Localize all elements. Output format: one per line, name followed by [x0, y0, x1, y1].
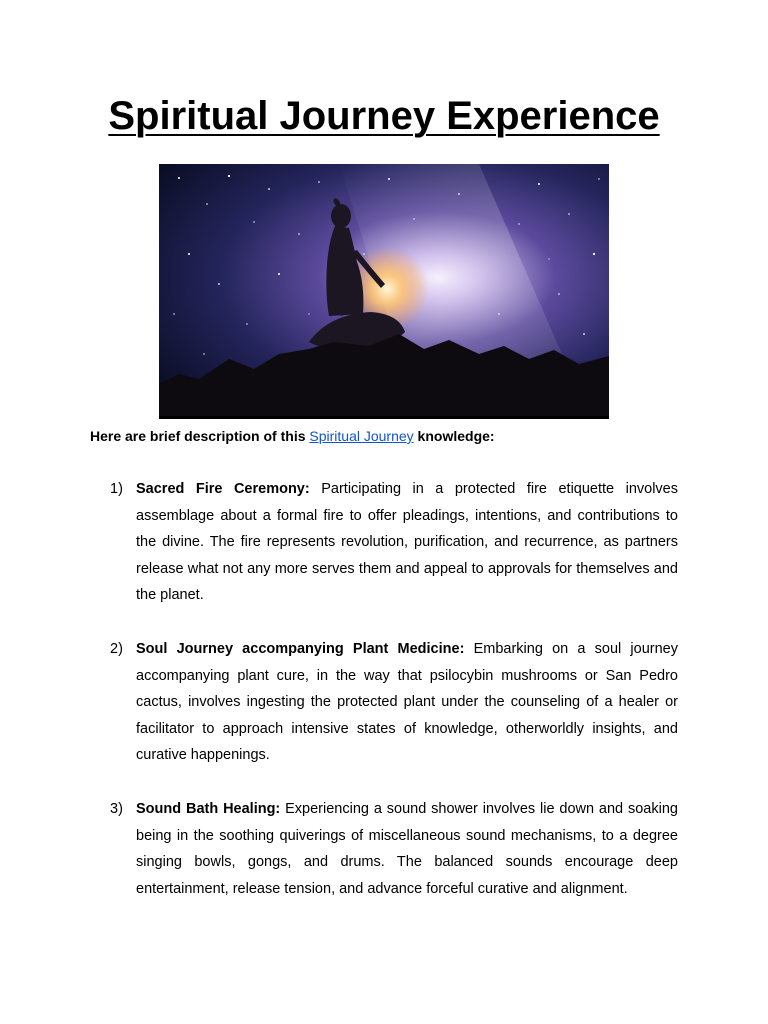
list-item-text: Participating in a protected fire etiquette involves assemblage about a formal fire to offer pleadings, intentions, and contributions to the divine. The fire represents revolution, purification, and recurrence, as partners release what not any more serves them and appeal to approvals for themselves and the planet.: [136, 481, 678, 604]
intro-text-before: Here are brief description of this: [90, 428, 310, 444]
list-item-term: Sacred Fire Ceremony:: [136, 481, 310, 497]
list-item: [110, 796, 678, 902]
list-item-number: 2): [110, 641, 123, 657]
list-item-number: 3): [110, 801, 123, 817]
intro-text-after: knowledge:: [413, 428, 495, 444]
list-item: [110, 636, 678, 769]
list-item-number: 1): [110, 481, 123, 497]
list-item-term: Soul Journey accompanying Plant Medicine:: [136, 641, 465, 657]
list-item-body: [136, 636, 678, 769]
intro-paragraph: [90, 426, 495, 446]
list-item-body: [136, 476, 678, 609]
list-item-text: Embarking on a soul journey accompanying plant cure, in the way that psilocybin mushrooms or San Pedro cactus, involves ingesting the protected plant under the counseling of a healer or facilitator to approach intensive states of knowledge, otherworldly insights, and curative happenings.: [136, 641, 678, 764]
list-item: [110, 476, 678, 609]
spiritual-journey-link[interactable]: Spiritual Journey: [309, 428, 414, 444]
meditation-hero-image: [159, 164, 609, 419]
list-item-body: [136, 796, 678, 902]
list-item-term: Sound Bath Healing:: [136, 801, 281, 817]
list-item-text: Experiencing a sound shower involves lie down and soaking being in the soothing quiverings of miscellaneous sound mechanisms, to a degree singing bowls, gongs, and drums. The balanced sounds encourage deep entertainment, release tension, and advance forceful curative and alignment.: [136, 801, 678, 897]
page-title: Spiritual Journey Experience: [108, 94, 660, 138]
